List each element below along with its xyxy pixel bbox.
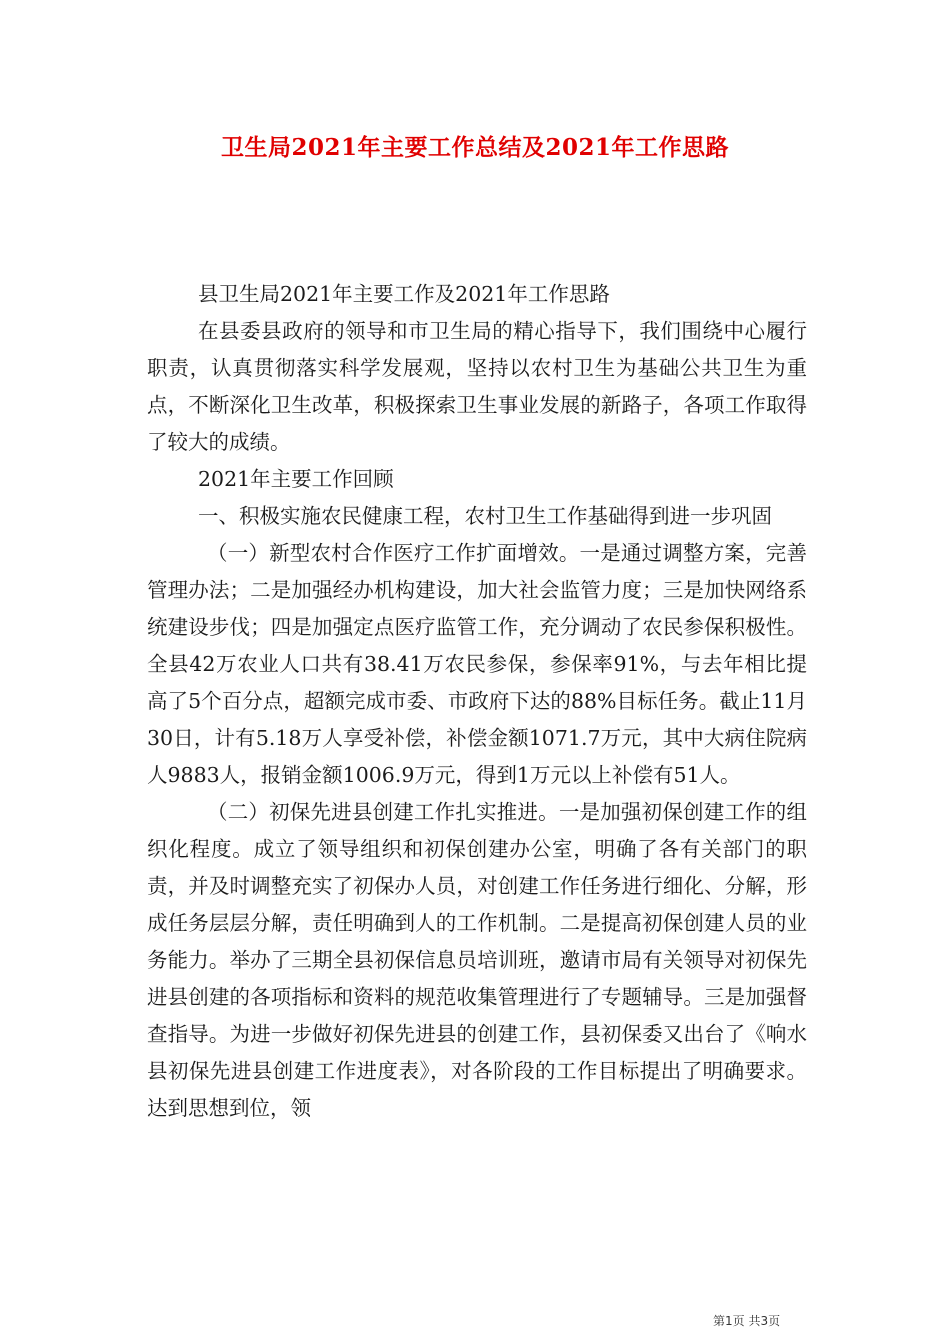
document-body (147, 276, 807, 1127)
page-number-footer: 第1页 共3页 (713, 1314, 781, 1328)
paragraph-section-heading: 2021年主要工作回顾 (198, 467, 394, 491)
paragraph-heading-one: 一、积极实施农民健康工程，农村卫生工作基础得到进一步巩固 (198, 504, 772, 528)
paragraph-subtitle: 县卫生局2021年主要工作及2021年工作思路 (198, 282, 610, 306)
paragraph-item-one: （一）新型农村合作医疗工作扩面增效。一是通过调整方案，完善管理办法；二是加强经办机构建设，加大社会监管力度；三是加快网络系统建设步伐；四是加强定点医疗监管工作，充分调动了农民参保积极性。全县42万农业人口共有38.41万农民参保，参保率91%，与去年相比提高了5个百分点，超额完成市委、市政府下达的88%目标任务。截止11月30日，计有5.18万人享受补偿，补偿金额1071.7万元，其中大病住院病人9883人，报销金额1006.9万元，得到1万元以上补偿有51人。 (147, 541, 807, 787)
paragraph-intro: 在县委县政府的领导和市卫生局的精心指导下，我们围绕中心履行职责，认真贯彻落实科学发展观，坚持以农村卫生为基础公共卫生为重点，不断深化卫生改革，积极探索卫生事业发展的新路子，各项工作取得了较大的成绩。 (147, 319, 807, 454)
document-title: 卫生局2021年主要工作总结及2021年工作思路 (220, 134, 730, 161)
paragraph-item-two: （二）初保先进县创建工作扎实推进。一是加强初保创建工作的组织化程度。成立了领导组织和初保创建办公室，明确了各有关部门的职责，并及时调整充实了初保办人员，对创建工作任务进行细化、分解，形成任务层层分解，责任明确到人的工作机制。二是提高初保创建人员的业务能力。举办了三期全县初保信息员培训班，邀请市局有关领导对初保先进县创建的各项指标和资料的规范收集管理进行了专题辅导。三是加强督查指导。为进一步做好初保先进县的创建工作，县初保委又出台了《响水县初保先进县创建工作进度表》，对各阶段的工作目标提出了明确要求。达到思想到位，领 (147, 800, 807, 1120)
